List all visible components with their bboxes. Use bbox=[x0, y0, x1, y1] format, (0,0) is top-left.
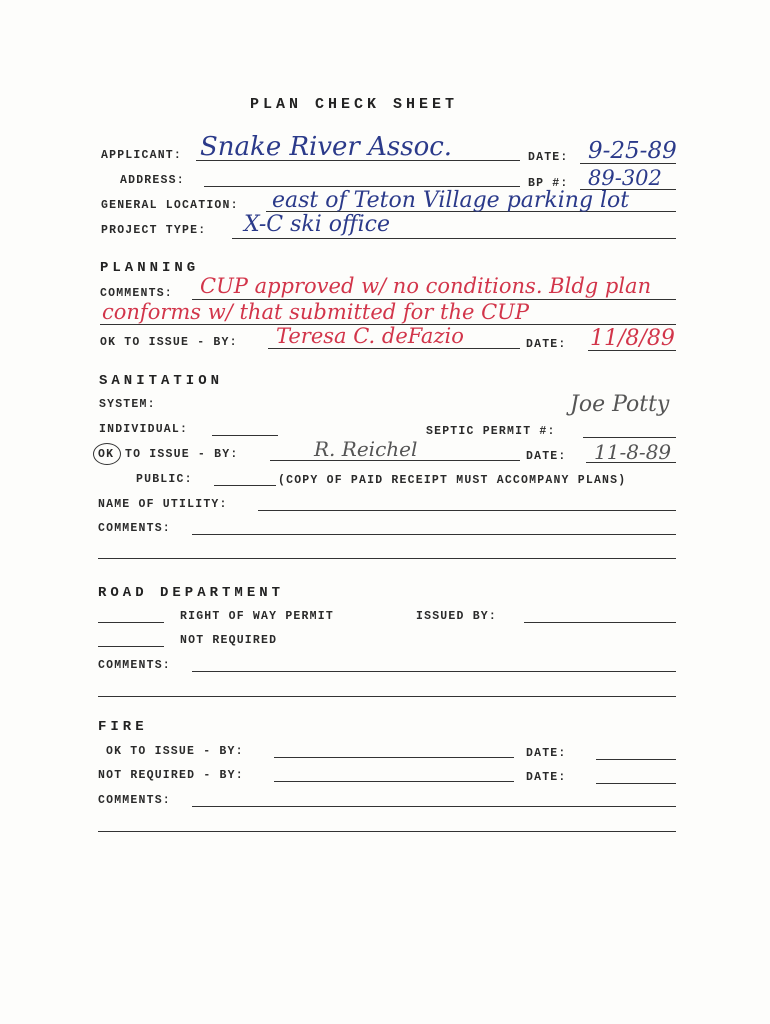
planning-comments-text-2: conforms w/ that submitted for the CUP bbox=[102, 300, 529, 324]
issued-by-line[interactable] bbox=[524, 622, 676, 623]
utility-label: NAME OF UTILITY: bbox=[98, 498, 228, 511]
planning-comments-text-1: CUP approved w/ no conditions. Bldg plan bbox=[200, 274, 652, 298]
sanitation-ok-label: TO ISSUE - BY: bbox=[125, 448, 239, 461]
fire-date-label: DATE: bbox=[526, 747, 567, 760]
sanitation-date-label: DATE: bbox=[526, 450, 567, 463]
fire-not-required-line[interactable] bbox=[274, 781, 514, 782]
sanitation-ok-circled: OK bbox=[98, 448, 115, 461]
road-comments-line-1[interactable] bbox=[192, 671, 676, 672]
fire-date2-label: DATE: bbox=[526, 771, 567, 784]
road-heading: ROAD DEPARTMENT bbox=[98, 585, 285, 601]
address-label: ADDRESS: bbox=[120, 174, 185, 187]
issued-by-label: ISSUED BY: bbox=[416, 610, 498, 623]
sanitation-comments-line-1[interactable] bbox=[192, 534, 676, 535]
project-type-label: PROJECT TYPE: bbox=[101, 224, 207, 237]
fire-ok-label: OK TO ISSUE - BY: bbox=[106, 745, 244, 758]
road-comments-line-2[interactable] bbox=[98, 696, 676, 697]
fire-date2-line[interactable] bbox=[596, 783, 676, 784]
public-line[interactable] bbox=[214, 485, 276, 486]
septic-permit-label: SEPTIC PERMIT #: bbox=[426, 425, 556, 438]
row-permit-blank[interactable] bbox=[98, 622, 164, 623]
page-title: PLAN CHECK SHEET bbox=[250, 96, 459, 113]
road-comments-label: COMMENTS: bbox=[98, 659, 171, 672]
fire-comments-line-2[interactable] bbox=[98, 831, 676, 832]
sanitation-ok-signature: R. Reichel bbox=[314, 437, 418, 461]
project-type-line[interactable] bbox=[232, 238, 676, 239]
fire-comments-line-1[interactable] bbox=[192, 806, 676, 807]
location-label: GENERAL LOCATION: bbox=[101, 199, 239, 212]
planning-ok-label: OK TO ISSUE - BY: bbox=[100, 336, 238, 349]
individual-line[interactable] bbox=[212, 435, 278, 436]
fire-comments-label: COMMENTS: bbox=[98, 794, 171, 807]
address-line[interactable] bbox=[204, 186, 520, 187]
planning-comments-label: COMMENTS: bbox=[100, 287, 173, 300]
individual-label: INDIVIDUAL: bbox=[99, 423, 189, 436]
sanitation-heading: SANITATION bbox=[99, 373, 224, 389]
planning-date-value: 11/8/89 bbox=[590, 326, 675, 351]
date-value: 9-25-89 bbox=[588, 138, 677, 164]
bp-label: BP #: bbox=[528, 177, 569, 190]
applicant-label: APPLICANT: bbox=[101, 149, 183, 162]
fire-not-required-label: NOT REQUIRED - BY: bbox=[98, 769, 244, 782]
fire-ok-line[interactable] bbox=[274, 757, 514, 758]
fire-date-line[interactable] bbox=[596, 759, 676, 760]
public-note: (COPY OF PAID RECEIPT MUST ACCOMPANY PLANS) bbox=[278, 474, 627, 487]
planning-ok-signature: Teresa C. deFazio bbox=[276, 324, 464, 348]
date-label: DATE: bbox=[528, 151, 569, 164]
applicant-value: Snake River Assoc. bbox=[200, 132, 453, 162]
public-label: PUBLIC: bbox=[136, 473, 193, 486]
location-value: east of Teton Village parking lot bbox=[272, 188, 630, 213]
road-not-required-blank[interactable] bbox=[98, 646, 164, 647]
planning-heading: PLANNING bbox=[100, 260, 200, 276]
row-permit-label: RIGHT OF WAY PERMIT bbox=[180, 610, 334, 623]
sanitation-comments-line-2[interactable] bbox=[98, 558, 676, 559]
road-not-required-label: NOT REQUIRED bbox=[180, 634, 278, 647]
septic-permit-line[interactable] bbox=[583, 437, 676, 438]
bp-value: 89-302 bbox=[588, 166, 662, 190]
planning-date-label: DATE: bbox=[526, 338, 567, 351]
fire-heading: FIRE bbox=[98, 719, 148, 735]
sanitation-comments-label: COMMENTS: bbox=[98, 522, 171, 535]
planning-ok-line[interactable] bbox=[268, 348, 520, 349]
sanitation-date-value: 11-8-89 bbox=[594, 440, 672, 464]
system-note: Joe Potty bbox=[570, 392, 670, 417]
system-label: SYSTEM: bbox=[99, 398, 156, 411]
project-type-value: X-C ski office bbox=[244, 212, 390, 237]
utility-line[interactable] bbox=[258, 510, 676, 511]
